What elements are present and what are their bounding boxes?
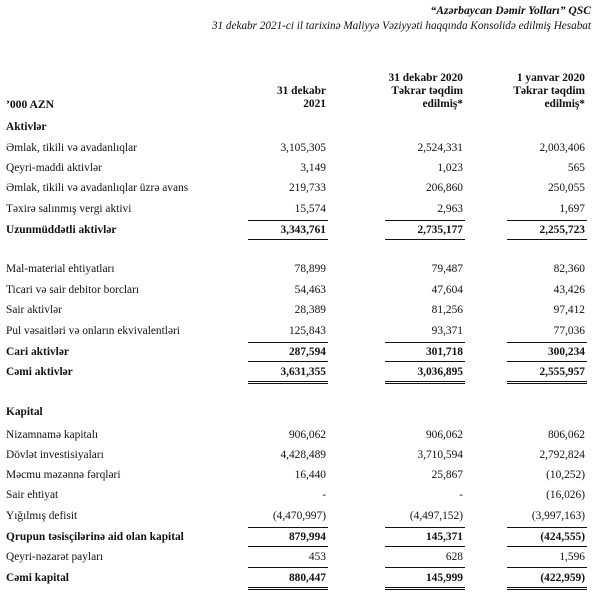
row-label: Cari aktivlər <box>6 346 69 358</box>
row-label: Nizamnamə kapitalı <box>6 429 99 441</box>
table-row <box>0 324 601 342</box>
total-rule <box>248 239 328 240</box>
row-value: 16,440 <box>294 469 326 481</box>
row-value: 301,718 <box>425 346 463 358</box>
row-label: Ticari və sair debitor borcları <box>6 284 140 296</box>
total-rule <box>507 361 587 362</box>
total-rule <box>507 587 587 590</box>
row-value: 300,234 <box>547 346 585 358</box>
table-row <box>0 448 601 466</box>
row-label: Pul vəsaitləri və onların ekvivalentləri <box>6 325 180 337</box>
row-value: 2,555,957 <box>539 366 585 378</box>
currency-label: ’000 AZN <box>6 98 54 111</box>
row-value: (4,497,152) <box>409 510 463 522</box>
total-rule <box>385 587 465 590</box>
row-value: 54,463 <box>294 284 326 296</box>
row-value: - <box>322 489 326 501</box>
row-value: 2,524,331 <box>417 142 463 154</box>
row-label: Cəmi aktivlər <box>6 366 73 378</box>
table-row <box>0 488 601 506</box>
row-value: 880,447 <box>288 572 326 584</box>
row-value: 1,697 <box>559 203 585 215</box>
report-subtitle: 31 dekabr 2021-ci il tarixinə Maliyyə Vəziyyəti haqqında Konsolidə edilmiş Hesabat <box>211 20 591 32</box>
total-rule <box>385 239 465 240</box>
row-value: 879,994 <box>288 531 326 543</box>
row-label: Sair aktivlər <box>6 304 62 316</box>
row-label: Mal-material ehtiyatları <box>6 263 115 275</box>
total-rule <box>248 220 328 221</box>
row-value: 145,999 <box>425 572 463 584</box>
total-rule <box>385 220 465 221</box>
table-row <box>0 181 601 199</box>
row-value: (16,026) <box>546 489 585 501</box>
total-rule <box>385 361 465 362</box>
table-row <box>0 120 601 138</box>
column-header-line: 31 dekabr <box>276 85 326 97</box>
column-header-line: edilmiş* <box>422 98 463 110</box>
row-label: Uzunmüddətli aktivlər <box>6 224 117 236</box>
row-value: 3,710,594 <box>417 449 463 461</box>
row-label: Qrupun təsisçilərinə aid olan kapital <box>6 531 184 543</box>
row-value: 1,023 <box>437 162 463 174</box>
row-label: Dövlət investisiyaları <box>6 449 104 461</box>
row-value: 219,733 <box>288 182 326 194</box>
total-rule <box>248 381 328 384</box>
table-row <box>0 405 601 423</box>
row-value: 287,594 <box>288 346 326 358</box>
row-value: 250,055 <box>547 182 585 194</box>
row-value: 81,256 <box>431 304 463 316</box>
row-value: (424,555) <box>540 531 585 543</box>
row-label: Əmlak, tikili və avadanlıqlar üzrə avans <box>6 182 189 194</box>
row-value: - <box>459 489 463 501</box>
row-value: 3,343,761 <box>280 224 326 236</box>
table-row <box>0 468 601 486</box>
table-row <box>0 428 601 446</box>
total-rule <box>507 567 587 568</box>
row-value: 82,360 <box>553 263 585 275</box>
row-value: (3,997,163) <box>531 510 585 522</box>
row-value: 2,003,406 <box>539 142 585 154</box>
total-rule <box>385 527 465 528</box>
row-value: 1,596 <box>559 551 585 563</box>
table-row <box>0 161 601 179</box>
total-rule <box>507 239 587 240</box>
row-value: 77,036 <box>553 325 585 337</box>
column-header-line: 2021 <box>303 98 326 110</box>
row-value: 2,255,723 <box>539 224 585 236</box>
row-value: 2,963 <box>437 203 463 215</box>
row-value: 453 <box>308 551 326 563</box>
row-value: 2,792,824 <box>539 449 585 461</box>
column-header-line: Təkrar təqdim <box>391 85 463 97</box>
row-label: Kapital <box>6 406 43 418</box>
row-value: 25,867 <box>431 469 463 481</box>
table-row <box>0 283 601 301</box>
total-rule <box>248 361 328 362</box>
row-value: 125,843 <box>288 325 326 337</box>
row-value: 628 <box>445 551 463 563</box>
row-value: 3,631,355 <box>280 366 326 378</box>
row-value: (4,470,997) <box>272 510 326 522</box>
row-value: 93,371 <box>431 325 463 337</box>
total-rule <box>385 342 465 343</box>
row-value: 97,412 <box>553 304 585 316</box>
total-rule <box>248 587 328 590</box>
row-value: 47,604 <box>431 284 463 296</box>
row-value: 3,036,895 <box>417 366 463 378</box>
row-value: 3,105,305 <box>280 142 326 154</box>
row-value: (422,959) <box>540 572 585 584</box>
row-label: Aktivlər <box>6 121 47 133</box>
total-rule <box>248 342 328 343</box>
row-value: 79,487 <box>431 263 463 275</box>
total-rule <box>248 567 328 568</box>
total-rule <box>507 342 587 343</box>
row-label: Sair ehtiyat <box>6 489 59 501</box>
row-value: 15,574 <box>294 203 326 215</box>
total-rule <box>248 546 328 547</box>
column-header-line: Təkrar təqdim <box>513 85 585 97</box>
row-value: 906,062 <box>288 429 326 441</box>
table-row <box>0 550 601 568</box>
table-row <box>0 262 601 280</box>
row-value: 4,428,489 <box>280 449 326 461</box>
table-row <box>0 303 601 321</box>
row-value: 2,735,177 <box>417 224 463 236</box>
row-label: Yığılmış defisit <box>6 510 78 522</box>
column-header-line: 31 dekabr 2020 <box>388 72 463 84</box>
row-value: 78,899 <box>294 263 326 275</box>
row-value: 565 <box>567 162 585 174</box>
total-rule <box>507 527 587 528</box>
row-value: 206,860 <box>425 182 463 194</box>
total-rule <box>385 567 465 568</box>
table-row <box>0 202 601 220</box>
row-label: Məcmu məzənnə fərqləri <box>6 469 121 481</box>
row-value: 3,149 <box>300 162 326 174</box>
total-rule <box>248 527 328 528</box>
row-value: (10,252) <box>546 469 585 481</box>
row-label: Qeyri-maddi aktivlər <box>6 162 102 174</box>
row-value: 43,426 <box>553 284 585 296</box>
company-name: “Azərbaycan Dəmir Yolları” QSC <box>430 4 591 17</box>
total-rule <box>507 381 587 384</box>
row-value: 806,062 <box>547 429 585 441</box>
row-value: 28,389 <box>294 304 326 316</box>
total-rule <box>507 220 587 221</box>
column-header-line: edilmiş* <box>544 98 585 110</box>
row-label: Əmlak, tikili və avadanlıqlar <box>6 142 137 154</box>
total-rule <box>385 381 465 384</box>
row-label: Qeyri-nəzarət payları <box>6 551 104 563</box>
table-row <box>0 141 601 159</box>
total-rule <box>385 546 465 547</box>
row-label: Təxirə salınmış vergi aktivi <box>6 203 132 215</box>
column-header-line: 1 yanvar 2020 <box>516 72 585 84</box>
row-value: 906,062 <box>425 429 463 441</box>
row-value: 145,371 <box>425 531 463 543</box>
row-label: Cəmi kapital <box>6 572 69 584</box>
total-rule <box>507 546 587 547</box>
table-row <box>0 509 601 527</box>
